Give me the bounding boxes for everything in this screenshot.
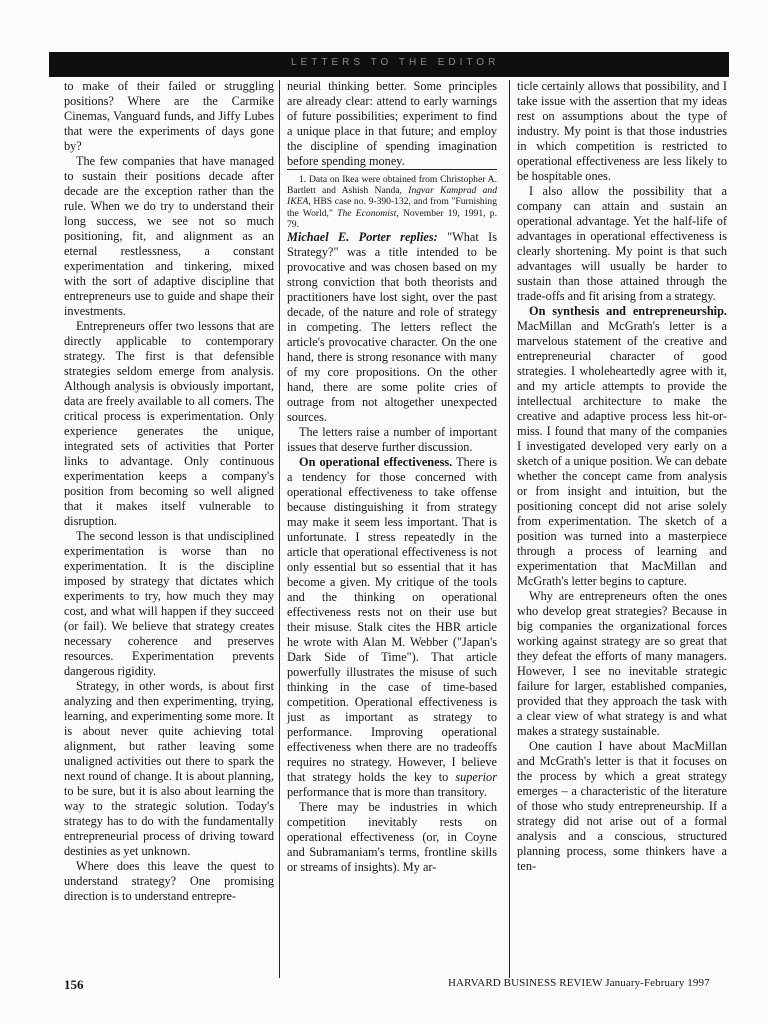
running-title: LETTERS TO THE EDITOR <box>291 57 500 68</box>
column-3 <box>517 79 727 947</box>
reply-author: Michael E. Porter replies: <box>287 230 438 245</box>
paragraph: I also allow the possibility that a company can attain and sustain an operational advantage. Yet the half-life of advantages in operational effectiveness is clearly shortening. My point is that such advantages will usually be harder to sustain than those attained through the trade-offs and fit arising from a strategy. <box>517 184 727 303</box>
paragraph: Strategy, in other words, is about first analyzing and then experimenting, trying, learning, and experimenting some more. It is about never quite achieving total alignment, but rather leaving some unaligned activities out there to spark the next round of change. It is about planning, to be sure, but it is also about learning the way to the strategic solution. Today's strategy has to do with the fundamentally entrepreneurial process of driving toward destinies as yet unknown. <box>64 679 274 858</box>
paragraph-text: performance that is more than transitory. <box>287 785 487 800</box>
paragraph: One caution I have about MacMillan and McGrath's letter is that it focuses on the process by which a great strategy emerges – a characteristic of the literature of those who study entrepreneurship. If a strategy did not arise out of a formal analysis and a conscious, structured planning process, some thinkers have a ten- <box>517 739 727 873</box>
subhead: On operational effectiveness. <box>299 455 453 470</box>
footnote <box>287 169 497 230</box>
header-bar <box>49 52 729 77</box>
paragraph <box>517 304 727 589</box>
emphasis: superior <box>455 770 497 785</box>
paragraph: ticle certainly allows that possibility, and I take issue with the assertion that my ideas rest on assumptions about the type of industry. My point is that those industries in which competition is restricted to operational effectiveness are less likely to be hospitable ones. <box>517 79 727 183</box>
column-2 <box>287 79 497 947</box>
paragraph: The second lesson is that undisciplined experimentation is worse than no experimentation. It is the discipline imposed by strategy that dictates which experiments to try, how much they may cost, and what will happen if they succeed (or fail). We believe that strategy creates necessary coherence and preserves resources. Experimentation prevents dangerous rigidity. <box>64 529 274 678</box>
subhead: On synthesis and entrepreneurship. <box>529 304 727 318</box>
paragraph: There may be industries in which competition inevitably rests on operational effectiveness (or, in Coyne and Subramaniam's terms, frontline skills or streams of insights). My ar- <box>287 800 497 875</box>
paragraph: Where does this leave the quest to understand strategy? One promising direction is to understand entrepre- <box>64 859 274 903</box>
paragraph <box>287 455 497 800</box>
reply-paragraph <box>287 230 497 425</box>
page-number: 156 <box>64 977 84 992</box>
column-1 <box>64 79 274 947</box>
footnote-title: The Economist, <box>337 207 399 219</box>
paragraph: The few companies that have managed to sustain their positions decade after decade are the exception rather than the rule. When we do try to understand their long success, we see not so much positioning, fit, and alignment as an eternal restlessness, a constant experimentation and tinkering, mixed with the sort of adaptive discipline that entrepreneurs use to guide and shape their investments. <box>64 154 274 318</box>
paragraph: neurial thinking better. Some principles are already clear: attend to early warnings of future possibilities; experiment to find a unique place in that future; and employ the discipline of spending imagination before spending money. <box>287 79 497 168</box>
paragraph: Why are entrepreneurs often the ones who develop great strategies? Because in big companies the organizational forces working against strategy are so great that they defeat the efforts of many managers. However, I see no inevitable strategic failure for larger, established companies, provided that they approach the task with a clear view of what strategy is and what makes a strategy sustainable. <box>517 589 727 738</box>
journal-credit: HARVARD BUSINESS REVIEW January-February 1997 <box>448 977 710 989</box>
paragraph: to make of their failed or struggling positions? Where are the Carmike Cinemas, Vanguard funds, and Jiffy Lubes that were the experiments of days gone by? <box>64 79 274 153</box>
footnote-title: Ingvar Kamprad and IKEA, <box>287 185 497 208</box>
reply-text: "What Is Strategy?" was a title intended to be provocative and was chosen based on my strong conviction that both theorists and practitioners have lost sight, over the past decade, of the nature and role of strategy in competing. The letters reflect the article's provocative character. On the one hand, there is strong resonance with many of my core propositions. On the other hand, there are some polite cries of outrage from not altogether unexpected sources. <box>287 230 497 425</box>
column-rule-left <box>279 80 280 978</box>
paragraph: The letters raise a number of important issues that deserve further discussion. <box>287 425 497 455</box>
footnote-text: 1. Data on Ikea were obtained from Christopher A. Bartlett and Ashish Nanda, <box>287 174 497 197</box>
paragraph: Entrepreneurs offer two lessons that are directly applicable to contemporary strategy. The first is that defensible strategies seldom emerge from analysis. Although analysis is obviously important, data are freely available to all comers. The critical process is experimentation. Only experience generates the unique, integrated sets of activities that Porter links to advantage. Only continuous experimentation keeps a company's position from becoming so well aligned that it makes itself vulnerable to disruption. <box>64 319 274 528</box>
paragraph-text: MacMillan and McGrath's letter is a marvelous statement of the creative and entrepreneurial character of good strategies. I wholeheartedly agree with it, and my article attempts to provide the intellectual architecture to make the creative and adaptive process less hit-or-miss. I found that many of the companies I investigated developed very early on a sketch of a unique position. We can debate whether the concept came from analysis or from insight and intuition, but the positioning concept did not arise solely from experimentation. The sketch of a position was turned into a masterpiece through a process of learning and experimentation that MacMillan and McGrath's letter begins to capture. <box>517 319 727 588</box>
footnote-text: HBS case no. 9-390-132, and from "Furnishing the World," <box>287 196 497 219</box>
footnote-text: November 19, 1991, p. 79. <box>287 207 497 230</box>
column-rule-right <box>509 80 510 978</box>
paragraph-text: There is a tendency for those concerned with operational effectiveness to take offense because distinguishing it from strategy may make it seem less important. That is unfortunate. I stress repeatedly in the article that operational effectiveness is not only essential but so essential that it has become a given. My critique of the tools and the thinking on operational effectiveness rests not on their use but their misuse. Stalk cites the HBR article he wrote with Alan M. Webber ("Japan's Dark Side of Time"). That article powerfully illustrates the misuse of such thinking in the case of time-based competition. Operational effectiveness is just as important as strategy to performance. Improving operational effectiveness when there are no tradeoffs requires no strategy. However, I believe that strategy holds the key to <box>287 455 497 785</box>
